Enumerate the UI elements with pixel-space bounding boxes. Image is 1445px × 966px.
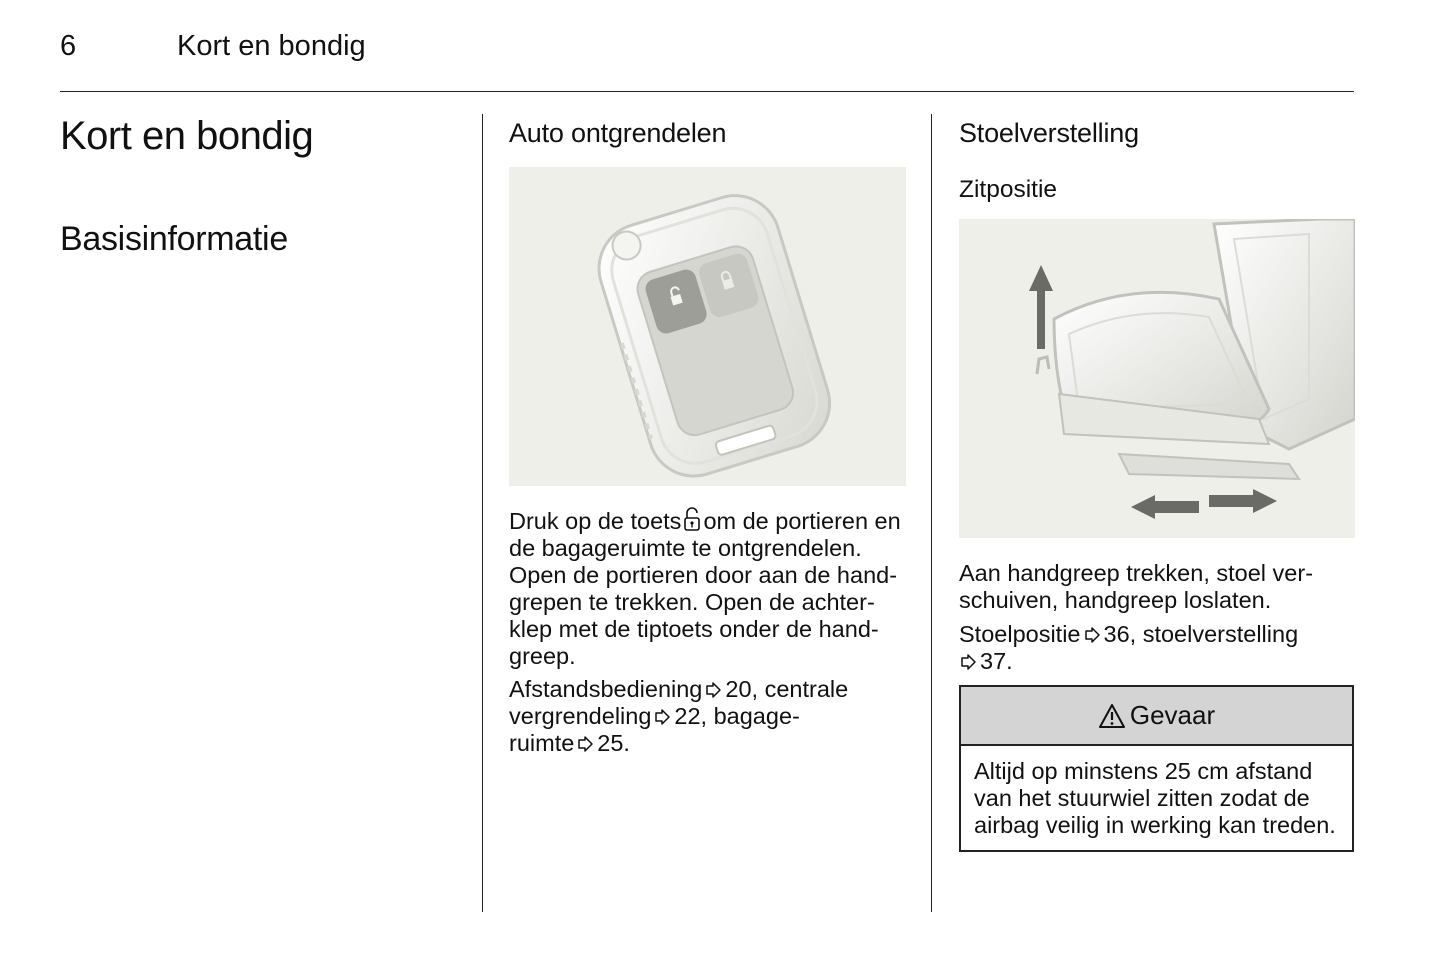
page-reference-arrow-icon (1083, 626, 1101, 644)
page-reference-arrow-icon (653, 708, 671, 726)
unlock-text-line-2: de bagageruimte te ontgrendelen. (509, 535, 862, 561)
ref-luggage-space-page: 25. (597, 730, 630, 756)
ref-seat-position[interactable]: Stoelpositie (959, 621, 1081, 647)
heading-seat-adjustment: Stoelverstelling (959, 118, 1139, 148)
seat-icon (959, 219, 1355, 538)
page-reference-arrow-icon (704, 681, 722, 699)
warning-body (961, 746, 1352, 851)
page-reference-arrow-icon (959, 653, 977, 671)
warning-text-line-2: van het stuurwiel zitten zodat de (974, 785, 1310, 811)
ref-central-locking-page: 22, bagage- (674, 703, 800, 729)
unlock-text-start: Druk op de toets (509, 508, 682, 534)
ref-remote-control[interactable]: Afstandsbediening (509, 676, 703, 702)
header-rule (60, 91, 1354, 92)
unlock-symbol-icon (682, 506, 702, 532)
warning-header (961, 687, 1352, 746)
page-number: 6 (60, 30, 77, 62)
unlock-text-line-4: grepen te trekken. Open de achter- (509, 589, 875, 615)
ref-remote-control-page: 20, centrale (725, 676, 849, 702)
warning-text-line-1: Altijd op minstens 25 cm afstand (974, 758, 1313, 784)
seat-adjustment-illustration (959, 219, 1355, 538)
column-divider-1 (482, 114, 483, 912)
subheading-seat-position: Zitpositie (959, 176, 1058, 203)
ref-seat-adjustment-page[interactable]: 37. (980, 648, 1013, 674)
ref-central-locking[interactable]: vergrendeling (509, 703, 652, 729)
unlock-instructions (509, 506, 909, 670)
key-fob-icon (509, 167, 906, 486)
ref-seat-position-page: 36, stoelverstelling (1103, 621, 1299, 647)
unlock-text-line-3: Open de portieren door aan de hand- (509, 562, 898, 588)
ref-luggage-space[interactable]: ruimte (509, 730, 575, 756)
unlock-references (509, 676, 909, 757)
section-title: Kort en bondig (60, 114, 314, 158)
seat-instructions (959, 560, 1355, 614)
warning-title: Gevaar (1129, 700, 1216, 730)
unlock-text-end: om de portieren en (703, 508, 901, 534)
page-reference-arrow-icon (576, 735, 594, 753)
heading-unlock-car: Auto ontgrendelen (509, 118, 727, 148)
seat-text-line-1: Aan handgreep trekken, stoel ver- (959, 560, 1314, 586)
running-title: Kort en bondig (177, 30, 366, 62)
danger-warning-box (959, 685, 1354, 852)
seat-text-line-2: schuiven, handgreep loslaten. (959, 587, 1272, 613)
unlock-text-line-1 (509, 506, 909, 535)
key-fob-illustration (509, 167, 906, 486)
seat-references (959, 621, 1355, 675)
column-divider-2 (931, 114, 932, 912)
warning-text-line-3: airbag veilig in werking kan treden. (974, 812, 1336, 838)
unlock-text-line-6: greep. (509, 643, 576, 669)
unlock-text-line-5: klep met de tiptoets onder de hand- (509, 616, 879, 642)
warning-triangle-icon (1098, 703, 1126, 729)
section-subtitle: Basisinformatie (60, 220, 288, 258)
